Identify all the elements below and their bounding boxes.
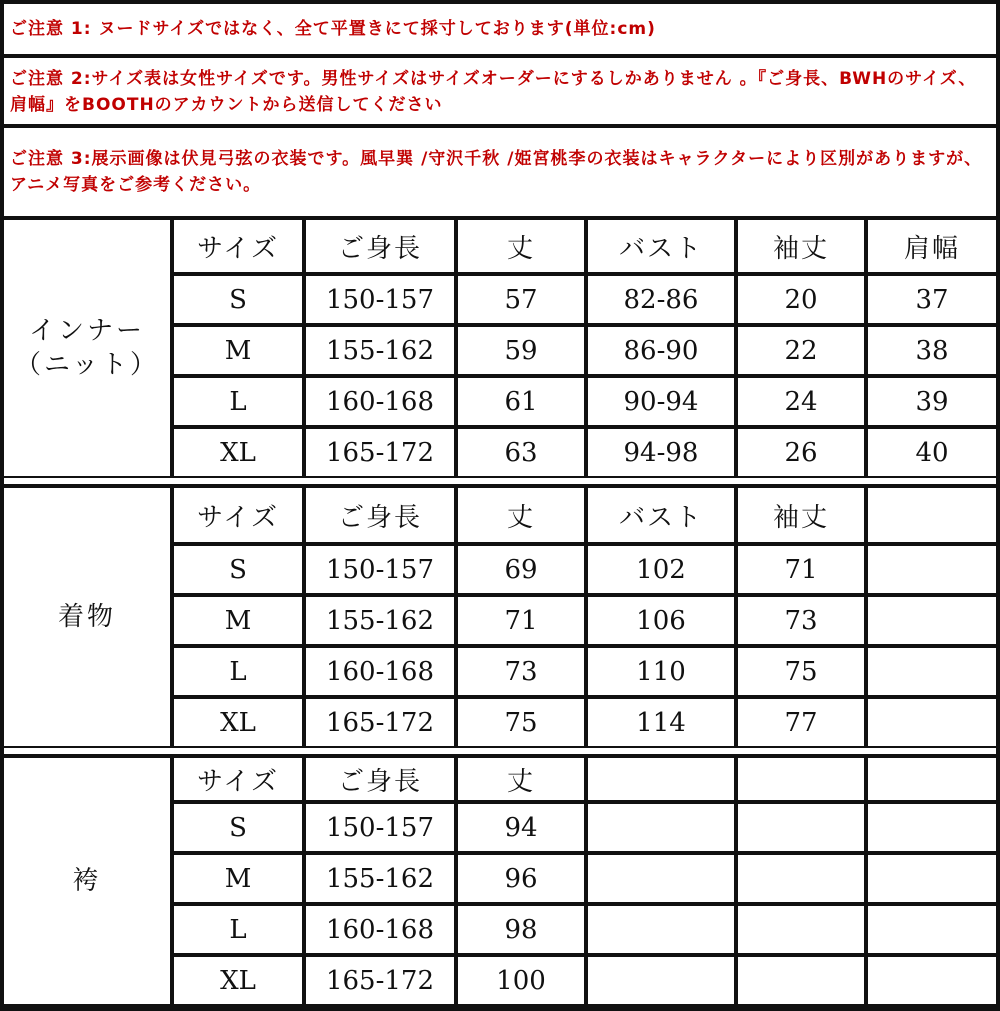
cell-height: 150-157 xyxy=(304,544,456,595)
cell-empty xyxy=(736,955,866,1006)
cell-length: 75 xyxy=(456,697,586,748)
section-divider xyxy=(4,478,996,488)
cell-bust: 114 xyxy=(586,697,736,748)
header-empty xyxy=(586,758,736,802)
header-height: ご身長 xyxy=(304,758,456,802)
cell-empty xyxy=(586,802,736,853)
cell-length: 71 xyxy=(456,595,586,646)
header-size: サイズ xyxy=(172,220,304,274)
cell-sleeve: 77 xyxy=(736,697,866,748)
header-bust: バスト xyxy=(586,488,736,544)
cell-size: M xyxy=(172,325,304,376)
cell-shoulder: 38 xyxy=(866,325,996,376)
cell-bust: 102 xyxy=(586,544,736,595)
cell-height: 165-172 xyxy=(304,697,456,748)
cell-empty xyxy=(866,904,996,955)
notice-1-text: ご注意 1: ヌードサイズではなく、全て平置きにて採寸しております(単位:cm) xyxy=(10,19,656,39)
table-header-row xyxy=(4,220,996,274)
cell-height: 150-157 xyxy=(304,274,456,325)
cell-height: 155-162 xyxy=(304,325,456,376)
cell-empty xyxy=(586,955,736,1006)
category-cell xyxy=(4,488,172,748)
cell-height: 160-168 xyxy=(304,646,456,697)
cell-sleeve: 26 xyxy=(736,427,866,478)
cell-sleeve: 24 xyxy=(736,376,866,427)
cell-bust: 82-86 xyxy=(586,274,736,325)
cell-bust: 86-90 xyxy=(586,325,736,376)
cell-size: M xyxy=(172,853,304,904)
cell-length: 59 xyxy=(456,325,586,376)
cell-height: 160-168 xyxy=(304,376,456,427)
cell-shoulder: 40 xyxy=(866,427,996,478)
table-header-row xyxy=(4,758,996,802)
header-length: 丈 xyxy=(456,758,586,802)
cell-sleeve: 71 xyxy=(736,544,866,595)
cell-size: S xyxy=(172,544,304,595)
header-empty xyxy=(736,758,866,802)
cell-empty xyxy=(736,853,866,904)
cell-empty xyxy=(866,955,996,1006)
size-table-hakama xyxy=(4,758,996,1008)
cell-height: 165-172 xyxy=(304,427,456,478)
category-cell xyxy=(4,758,172,1006)
size-table-kimono xyxy=(4,488,996,750)
header-shoulder: 肩幅 xyxy=(866,220,996,274)
cell-bust: 90-94 xyxy=(586,376,736,427)
cell-sleeve: 73 xyxy=(736,595,866,646)
cell-empty xyxy=(586,904,736,955)
header-size: サイズ xyxy=(172,758,304,802)
header-sleeve: 袖丈 xyxy=(736,220,866,274)
cell-length: 61 xyxy=(456,376,586,427)
size-table-inner xyxy=(4,220,996,480)
cell-bust: 94-98 xyxy=(586,427,736,478)
cell-sleeve: 20 xyxy=(736,274,866,325)
header-height: ご身長 xyxy=(304,220,456,274)
category-label-line: 着物 xyxy=(57,602,116,632)
cell-empty xyxy=(866,697,996,748)
table-header-row xyxy=(4,488,996,544)
category-label-line: （ニット） xyxy=(15,350,159,380)
cell-empty xyxy=(866,646,996,697)
header-height: ご身長 xyxy=(304,488,456,544)
header-length: 丈 xyxy=(456,488,586,544)
cell-empty xyxy=(736,904,866,955)
cell-sleeve: 75 xyxy=(736,646,866,697)
header-size: サイズ xyxy=(172,488,304,544)
cell-shoulder: 37 xyxy=(866,274,996,325)
cell-empty xyxy=(866,595,996,646)
section-divider xyxy=(4,748,996,758)
cell-length: 96 xyxy=(456,853,586,904)
cell-length: 69 xyxy=(456,544,586,595)
cell-length: 63 xyxy=(456,427,586,478)
notice-2-text: ご注意 2:サイズ表は女性サイズです。男性サイズはサイズオーダーにするしかありません 。『ご身長、BWHのサイズ、肩幅』をBOOTHのアカウントから送信してください xyxy=(10,69,977,115)
cell-length: 73 xyxy=(456,646,586,697)
cell-height: 150-157 xyxy=(304,802,456,853)
cell-empty xyxy=(736,802,866,853)
cell-height: 165-172 xyxy=(304,955,456,1006)
notice-3 xyxy=(4,128,996,220)
cell-size: S xyxy=(172,274,304,325)
cell-length: 98 xyxy=(456,904,586,955)
cell-length: 100 xyxy=(456,955,586,1006)
header-length: 丈 xyxy=(456,220,586,274)
notice-3-text: ご注意 3:展示画像は伏見弓弦の衣装です。風早巽 /守沢千秋 /姫宮桃李の衣装はキャラクターにより区別がありますが、アニメ写真をご参考ください。 xyxy=(10,149,983,195)
category-cell xyxy=(4,220,172,478)
notice-1 xyxy=(4,4,996,58)
cell-length: 57 xyxy=(456,274,586,325)
cell-size: S xyxy=(172,802,304,853)
cell-size: L xyxy=(172,376,304,427)
cell-size: L xyxy=(172,904,304,955)
category-label-line: インナー xyxy=(28,316,145,346)
header-empty xyxy=(866,488,996,544)
header-sleeve: 袖丈 xyxy=(736,488,866,544)
cell-empty xyxy=(866,802,996,853)
header-empty xyxy=(866,758,996,802)
cell-size: M xyxy=(172,595,304,646)
cell-bust: 110 xyxy=(586,646,736,697)
category-label-line: 袴 xyxy=(72,866,102,896)
cell-size: XL xyxy=(172,697,304,748)
cell-size: XL xyxy=(172,955,304,1006)
cell-height: 160-168 xyxy=(304,904,456,955)
cell-empty xyxy=(866,853,996,904)
cell-sleeve: 22 xyxy=(736,325,866,376)
cell-empty xyxy=(866,544,996,595)
notice-2 xyxy=(4,58,996,128)
cell-length: 94 xyxy=(456,802,586,853)
cell-height: 155-162 xyxy=(304,595,456,646)
cell-size: L xyxy=(172,646,304,697)
cell-height: 155-162 xyxy=(304,853,456,904)
header-bust: バスト xyxy=(586,220,736,274)
cell-size: XL xyxy=(172,427,304,478)
cell-shoulder: 39 xyxy=(866,376,996,427)
cell-bust: 106 xyxy=(586,595,736,646)
cell-empty xyxy=(586,853,736,904)
